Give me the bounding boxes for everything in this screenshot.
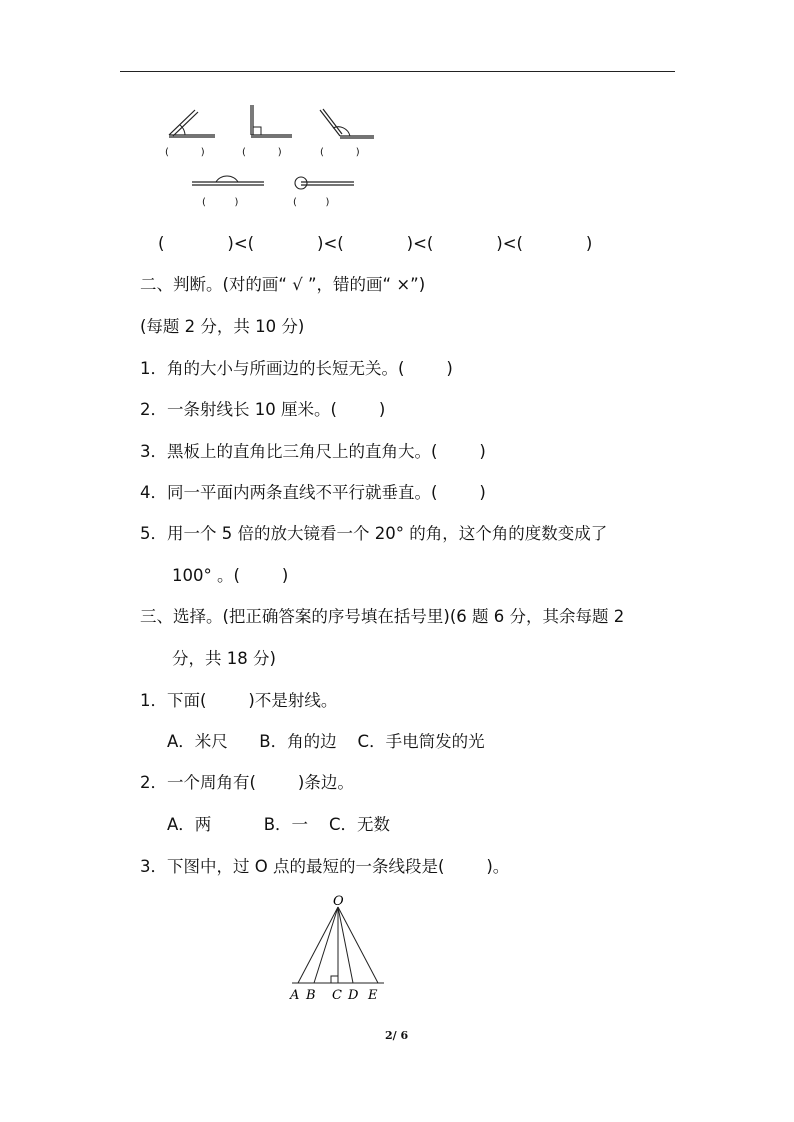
judge-item-4[interactable]: 4．同一平面内两条直线不平行就垂直。( ) [140, 483, 486, 502]
choice-q2-options: A．两 B．一 C．无数 [167, 815, 391, 834]
section3-heading-cont: 分，共 18 分) [172, 649, 276, 668]
choice-q2[interactable]: 2．一个周角有( )条边。 [140, 773, 354, 792]
judge-item-2[interactable]: 2．一条射线长 10 厘米。( ) [140, 400, 386, 419]
choice-q1-options: A．米尺 B．角的边 C．手电筒发的光 [167, 732, 485, 751]
straight-angle-figure [190, 172, 266, 188]
label-e: E [368, 988, 378, 1003]
section2-heading: 二、判断。(对的画“ √ ”，错的画“ ×”) [140, 275, 426, 294]
round-angle-figure [292, 174, 356, 190]
obtuse-angle-figure [318, 106, 376, 140]
segments-from-o-figure [286, 895, 396, 1003]
choice-q3[interactable]: 3．下图中，过 O 点的最短的一条线段是( )。 [140, 857, 510, 876]
angle-blank-5[interactable]: ( ) [293, 197, 330, 208]
label-a: A [290, 988, 300, 1003]
right-angle-figure [248, 103, 294, 139]
section3-heading: 三、选择。(把正确答案的序号填在括号里)(6 题 6 分，其余每题 2 [140, 607, 625, 626]
choice-q1[interactable]: 1．下面( )不是射线。 [140, 691, 338, 710]
angle-blank-1[interactable]: ( ) [165, 147, 205, 158]
angle-blank-3[interactable]: ( ) [320, 147, 360, 158]
judge-item-3[interactable]: 3．黑板上的直角比三角尺上的直角大。( ) [140, 442, 486, 461]
label-c: C [332, 988, 342, 1003]
section2-scoring: (每题 2 分，共 10 分) [140, 317, 305, 336]
acute-angle-figure [165, 108, 217, 138]
judge-item-5: 5．用一个 5 倍的放大镜看一个 20° 的角，这个角的度数变成了 [140, 524, 608, 543]
label-b: B [306, 988, 316, 1003]
label-d: D [348, 988, 359, 1003]
judge-item-1[interactable]: 1．角的大小与所画边的长短无关。( ) [140, 359, 453, 378]
page-number: 2/ 6 [385, 1029, 409, 1042]
angle-blank-2[interactable]: ( ) [242, 147, 282, 158]
label-o: O [333, 894, 344, 909]
angle-blank-4[interactable]: ( ) [202, 197, 239, 208]
judge-item-5-cont[interactable]: 100° 。( ) [172, 566, 289, 585]
header-rule [120, 71, 675, 72]
angle-order-row[interactable]: ( )<( )<( )<( )<( ) [158, 234, 593, 253]
